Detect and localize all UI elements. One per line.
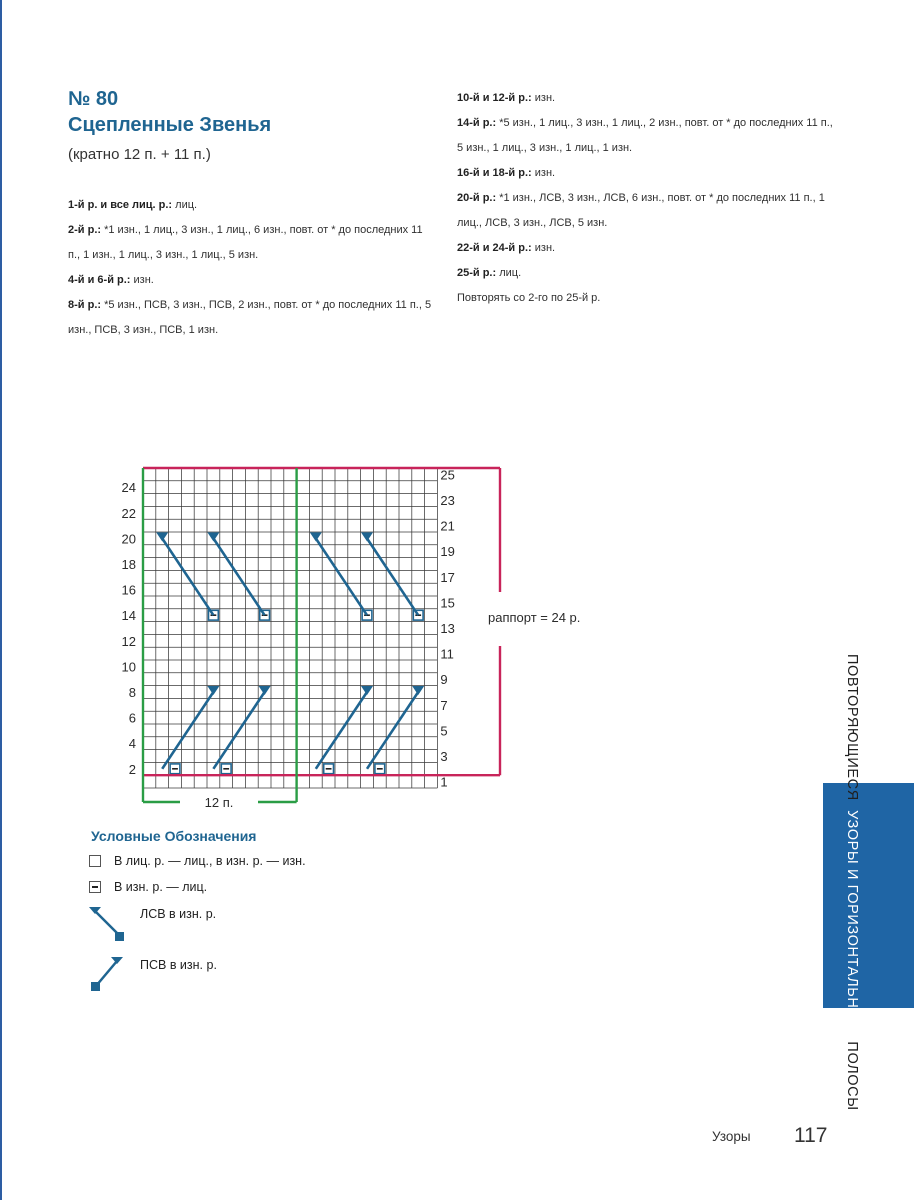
row-number-right: 11	[440, 646, 454, 662]
row-number-left: 20	[121, 531, 136, 547]
row-number-left: 14	[121, 608, 136, 624]
chapter-tab-text	[832, 654, 872, 1111]
instruction-row: 16-й и 18-й р.: изн.	[457, 167, 556, 179]
instruction-row: 14-й р.: *5 изн., 1 лиц., 3 изн., 1 лиц., 2 изн., повт. от * до последних 11 п., 5 изн., 1 лиц., 3 изн., 1 лиц., 1 изн.	[457, 117, 833, 154]
pattern-number: № 80	[68, 88, 119, 110]
row-number-right: 21	[440, 518, 455, 534]
row-number-right: 7	[440, 697, 448, 713]
pattern-title: Сцепленные Звенья	[68, 114, 272, 136]
row-number-right: 23	[440, 493, 455, 508]
row-number-left: 16	[121, 582, 136, 598]
purl-square-icon	[89, 881, 101, 893]
chapter-tab-text-part1: ПОВТОРЯЮЩИЕСЯ	[844, 654, 860, 801]
row-number-left: 12	[121, 633, 136, 649]
row-number-right: 17	[440, 569, 455, 585]
chapter-tab-text-part3: ПОЛОСЫ	[844, 1041, 860, 1111]
row-number-left: 10	[121, 659, 136, 675]
instruction-row: 22-й и 24-й р.: изн.	[457, 242, 556, 254]
instruction-row: 2-й р.: *1 изн., 1 лиц., 3 изн., 1 лиц., 6 изн., повт. от * до последних 11 п., 1 изн., 1 лиц., 3 изн., 1 лиц., 5 изн.	[68, 224, 423, 261]
page-number: 117	[794, 1124, 828, 1147]
legend-item-purl	[89, 880, 207, 894]
row-number-right: 13	[440, 621, 455, 636]
legend-item-knit	[89, 854, 306, 868]
row-repeat-label: раппорт = 24 р.	[488, 610, 581, 625]
chart-background	[143, 468, 437, 788]
row-number-right: 1	[440, 774, 448, 790]
instruction-row: 20-й р.: *1 изн., ЛСВ, 3 изн., ЛСВ, 6 изн., повт. от * до последних 11 п., 1 лиц., ЛСВ, 3 изн., ЛСВ, 5 изн.	[457, 192, 825, 229]
row-number-left: 22	[121, 505, 136, 521]
instruction-row: Повторять со 2-го по 25-й р.	[457, 292, 601, 304]
legend-label-lsv: ЛСВ в изн. р.	[140, 907, 217, 921]
chapter-tab-text-part2: УЗОРЫ И ГОРИЗОНТАЛЬНЫЕ	[844, 810, 860, 1033]
legend-label: В изн. р. — лиц.	[114, 880, 208, 894]
row-number-left: 18	[121, 557, 136, 572]
psv-cable-icon	[86, 954, 126, 994]
instruction-row: 4-й и 6-й р.: изн.	[68, 274, 154, 286]
row-number-right: 3	[440, 749, 448, 764]
knit-square-icon	[89, 855, 101, 867]
instruction-row: 10-й и 12-й р.: изн.	[457, 92, 556, 104]
footer-section-name: Узоры	[712, 1129, 751, 1144]
row-number-right: 19	[440, 544, 455, 560]
instruction-row: 8-й р.: *5 изн., ПСВ, 3 изн., ПСВ, 2 изн., повт. от * до последних 11 п., 5 изн., ПСВ, 3 изн., ПСВ, 1 изн.	[68, 299, 432, 336]
row-number-left: 6	[128, 710, 136, 726]
row-number-right: 9	[440, 672, 448, 688]
row-number-left: 2	[128, 761, 136, 777]
legend-title: Условные Обозначения	[91, 828, 257, 844]
row-number-left: 4	[128, 736, 136, 752]
row-number-left: 24	[121, 480, 136, 496]
row-number-right: 5	[440, 723, 448, 739]
row-number-left: 8	[128, 685, 136, 700]
instruction-row: 1-й р. и все лиц. р.: лиц.	[68, 199, 198, 211]
row-number-right: 25	[440, 467, 455, 483]
stitch-repeat-label: 12 п.	[204, 795, 234, 810]
pattern-stitch-multiple: (кратно 12 п. + 11 п.)	[68, 146, 211, 163]
legend-label-psv: ПСВ в изн. р.	[140, 958, 217, 972]
instruction-row: 25-й р.: лиц.	[457, 267, 522, 279]
row-number-right: 15	[440, 595, 455, 611]
legend-label: В лиц. р. — лиц., в изн. р. — изн.	[114, 854, 306, 868]
lsv-cable-icon	[86, 904, 126, 944]
